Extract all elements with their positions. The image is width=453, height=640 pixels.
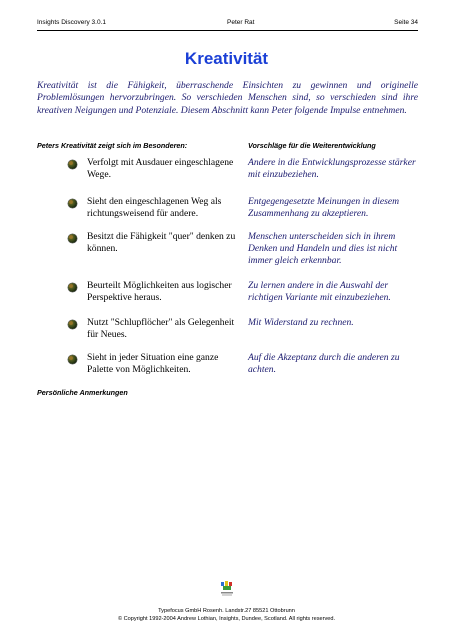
suggestion-text: Andere in die Entwicklungsprozesse stärker mit einzubeziehen. xyxy=(248,157,416,181)
suggestions-heading: Vorschläge für die Weiterentwicklung xyxy=(248,141,376,150)
bullet-icon xyxy=(68,320,77,329)
strengths-heading: Peters Kreativität zeigt sich im Besonderen: xyxy=(37,141,188,150)
page-title: Kreativität xyxy=(184,49,269,68)
header-divider xyxy=(37,30,418,31)
strength-text: Beurteilt Möglichkeiten aus logischer Perspektive heraus. xyxy=(87,280,232,304)
footer-copyright: © Copyright 1992-2004 Andrew Lothian, Insights, Dundee, Scotland. All rights reserved. xyxy=(117,616,336,622)
strength-text: Nutzt "Schlupflöcher" als Gelegenheit für Neues. xyxy=(87,317,235,341)
bullet-icon xyxy=(68,234,77,243)
insights-logo-icon xyxy=(220,580,234,598)
footer-address: Typefocus GmbH Rosenh. Landstr.27 85521 Ottobrunn xyxy=(158,608,295,614)
suggestion-text: Zu lernen andere in die Auswahl der richtigen Variante mit einzubeziehen. xyxy=(248,280,391,304)
header-page-number: Seite 34 xyxy=(394,19,418,26)
strength-text: Sieht den eingeschlagenen Weg als richtungsweisend für andere. xyxy=(87,196,222,220)
header-product: Insights Discovery 3.0.1 xyxy=(37,19,107,26)
bullet-icon xyxy=(68,355,77,364)
suggestion-text: Mit Widerstand zu rechnen. xyxy=(248,317,354,328)
page-header xyxy=(37,16,418,29)
suggestion-text: Auf die Akzeptanz durch die anderen zu achten. xyxy=(248,352,400,376)
strength-text: Sieht in jeder Situation eine ganze Palette von Möglichkeiten. xyxy=(87,352,219,376)
strength-text: Besitzt die Fähigkeit "quer" denken zu können. xyxy=(87,231,236,255)
suggestion-text: Entgegengesetzte Meinungen in diesem Zusammenhang zu akzeptieren. xyxy=(248,196,400,220)
header-person: Peter Rat xyxy=(227,19,255,26)
bullet-icon xyxy=(68,199,77,208)
bullet-icon xyxy=(68,160,77,169)
bullet-icon xyxy=(68,283,77,292)
suggestion-text: Menschen unterscheiden sich in ihrem Denken und Handeln und dies ist nicht immer gleich erkennbar. xyxy=(248,231,398,267)
notes-heading: Persönliche Anmerkungen xyxy=(37,388,128,397)
strength-text: Verfolgt mit Ausdauer eingeschlagene Wege. xyxy=(87,157,234,181)
intro-paragraph: Kreativität ist die Fähigkeit, überraschende Einsichten zu gewinnen und originelle Problemlösungen hervorzubringen. So verschieden Menschen sind, so verschieden sind ihre kreativen Neigungen und Potenziale. Diesem Abschnitt kann Peter folgende Impulse entnehmen. xyxy=(37,80,418,116)
